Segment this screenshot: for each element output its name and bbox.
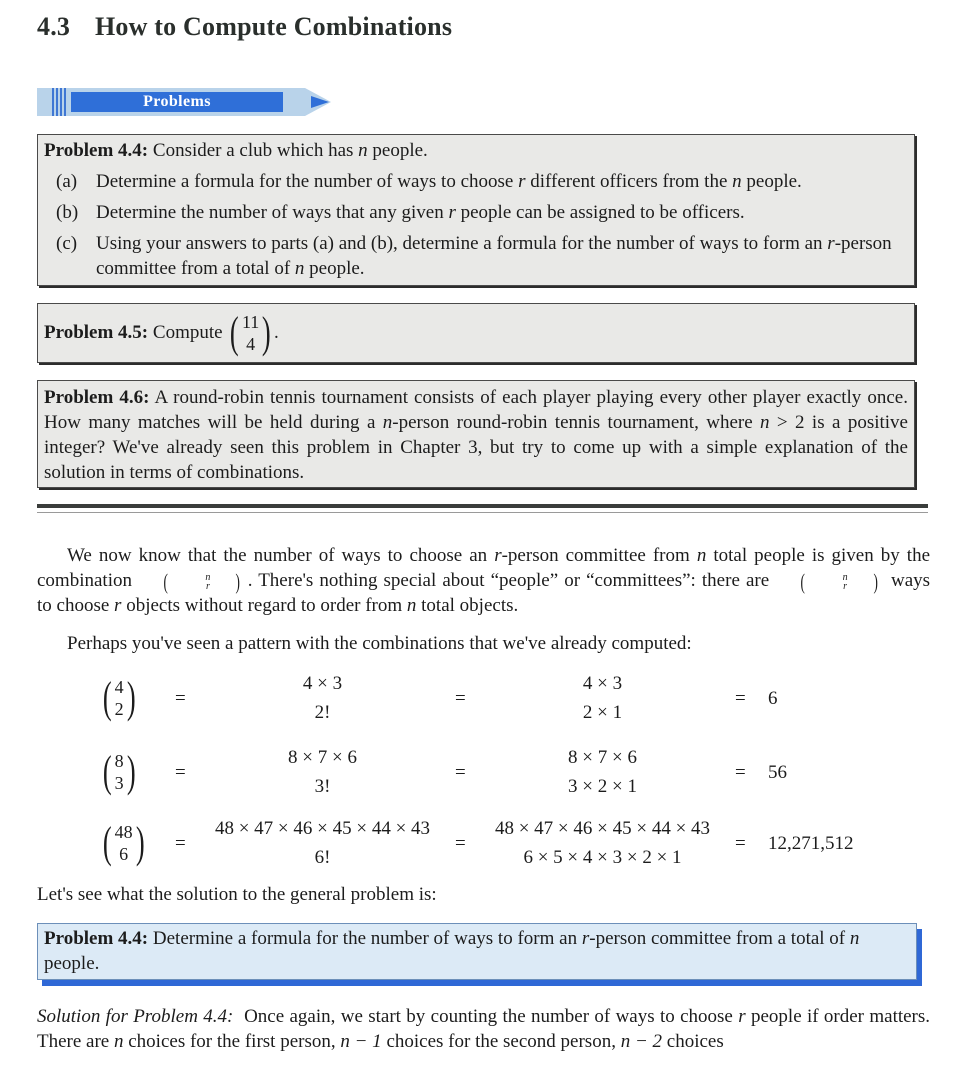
text: choices for the second person, — [386, 1031, 616, 1052]
denominator: 2! — [314, 701, 331, 723]
numerator: 4 × 3 — [302, 672, 343, 694]
problems-banner-label: Problems — [71, 92, 283, 112]
binom-bottom: r — [843, 580, 848, 592]
expr-n-minus-2: n − 2 — [620, 1031, 663, 1052]
numerator: 48 × 47 × 46 × 45 × 44 × 43 — [494, 817, 711, 839]
expr-n-minus-1: n − 1 — [340, 1031, 382, 1052]
part-text: Determine the number of ways that any given r people can be assigned to be officers. — [96, 202, 745, 223]
problem-intro-text: Consider a club which has n people. — [152, 140, 428, 161]
fraction-expanded — [480, 742, 725, 802]
binom-top: n — [205, 571, 211, 583]
var-r: r — [114, 595, 122, 616]
part-label: (c) — [56, 233, 78, 254]
equation-row — [100, 742, 820, 802]
binom-top: 11 — [241, 311, 260, 332]
numerator: 48 × 47 × 46 × 45 × 44 × 43 — [214, 817, 431, 839]
var-r: r — [738, 1006, 746, 1027]
equals-sign: = — [735, 687, 746, 709]
problem-box-4-6 — [37, 380, 915, 488]
binom-top: 48 — [114, 822, 133, 842]
part-text: Determine a formula for the number of ways to choose r different officers from the n people. — [96, 171, 802, 192]
fraction-factorial — [200, 813, 445, 873]
denominator: 3! — [314, 775, 331, 797]
numerator: 4 × 3 — [582, 672, 623, 694]
problem-id: Problem 4.4: — [44, 140, 149, 161]
equals-sign: = — [455, 761, 466, 783]
paragraph-general: Let's see what the solution to the general problem is: — [37, 884, 437, 905]
denominator: 2 × 1 — [582, 701, 623, 723]
equation-row — [100, 813, 854, 873]
equals-sign: = — [735, 832, 746, 854]
binom-bottom: 3 — [114, 773, 124, 793]
equals-sign: = — [175, 761, 186, 783]
problem-text: Compute — [152, 322, 223, 343]
binom-top: 4 — [114, 677, 124, 697]
denominator: 6! — [314, 846, 331, 868]
var-n: n — [696, 545, 707, 566]
text: -person committee from — [501, 545, 690, 566]
paragraph-combination-intro — [37, 543, 930, 618]
text: Once again, we start by counting the number of ways to choose — [244, 1006, 733, 1027]
problem-suffix: . — [273, 322, 279, 343]
text: objects without regard to order from — [126, 595, 403, 616]
var-r: r — [581, 928, 590, 949]
binom-bottom: r — [205, 580, 210, 592]
fraction-factorial — [200, 742, 445, 802]
equals-sign: = — [735, 761, 746, 783]
fraction-expanded — [480, 813, 725, 873]
text: -person committee from a total of — [589, 928, 846, 949]
binom-bottom: 2 — [114, 699, 124, 719]
section-divider-thin — [37, 512, 928, 513]
equals-sign: = — [175, 832, 186, 854]
section-title: How to Compute Combinations — [95, 12, 453, 41]
problem-part-a — [44, 169, 908, 194]
problem-part-c — [44, 231, 908, 281]
section-heading — [37, 14, 452, 39]
denominator: 3 × 2 × 1 — [568, 775, 637, 797]
text: We now know that the number of ways to choose an — [67, 545, 488, 566]
equals-sign: = — [175, 687, 186, 709]
binom-bottom: 4 — [246, 333, 256, 354]
var-n: n — [114, 1031, 124, 1052]
var-n: n — [849, 928, 860, 949]
binomial-11-4: ( 11 4 ) — [230, 307, 272, 357]
section-number: 4.3 — [37, 12, 71, 41]
equals-sign: = — [455, 687, 466, 709]
text: total people is given by the combination — [37, 545, 930, 591]
part-label: (b) — [56, 202, 79, 223]
solution-label: Solution for Problem 4.4: — [37, 1006, 234, 1027]
problem-box-4-4 — [37, 134, 915, 286]
numerator: 8 × 7 × 6 — [288, 746, 357, 768]
fraction-factorial — [200, 668, 445, 728]
text: choices for the first person, — [128, 1031, 336, 1052]
binom-top: n — [842, 571, 848, 583]
restated-problem-box — [37, 923, 917, 980]
text: . There's nothing special about “people” or “committees”: there are — [247, 570, 770, 591]
binomial-n-r: ( n r ) — [800, 568, 878, 594]
pencil-ferrule-icon — [50, 88, 68, 116]
text: people if order matters. There are — [37, 1006, 931, 1052]
equation-result: 56 — [768, 761, 787, 783]
var-n: n — [406, 595, 417, 616]
problems-banner — [37, 86, 332, 118]
paragraph-pattern: Perhaps you've seen a pattern with the combinations that we've already computed: — [67, 633, 692, 654]
section-divider-thick — [37, 504, 928, 508]
problem-part-b — [44, 200, 908, 225]
problem-text: A round-robin tennis tournament consists of each player playing every other player exactly once. How many matches will be held during a n-person round-robin tennis tournament, where n > 2 is a positive integer? We've already seen this problem in Chapter 3, but try to come up with a simple explanation of the solution in terms of combinations. — [44, 387, 908, 483]
equation-result: 6 — [768, 687, 778, 709]
problem-intro — [44, 138, 908, 163]
binom-bottom: 6 — [119, 844, 129, 864]
part-text: Using your answers to parts (a) and (b), determine a formula for the number of ways to form an r-person committee from a total of n people. — [96, 233, 892, 279]
text: Determine a formula for the number of ways to form an — [152, 928, 578, 949]
binomial: ( 48 6 ) — [102, 818, 145, 867]
fraction-expanded — [480, 668, 725, 728]
text: total objects. — [421, 595, 519, 616]
numerator: 8 × 7 × 6 — [568, 746, 637, 768]
binom-top: 8 — [114, 751, 124, 771]
denominator: 6 × 5 × 4 × 3 × 2 × 1 — [523, 846, 682, 868]
equation-row — [100, 668, 820, 728]
equation-result: 12,271,512 — [768, 832, 854, 854]
var-r: r — [494, 545, 502, 566]
binomial: ( 4 2 ) — [102, 673, 136, 722]
text: choices — [666, 1031, 724, 1052]
binomial-n-r: ( n r ) — [163, 568, 241, 594]
text: ways to choose — [37, 570, 931, 616]
text: people. — [44, 953, 100, 974]
problem-box-4-5 — [37, 303, 915, 363]
equals-sign: = — [455, 832, 466, 854]
pencil-lead-icon — [311, 96, 329, 108]
problem-id: Problem 4.6: — [44, 387, 150, 408]
solution-paragraph — [37, 1004, 930, 1054]
problem-id: Problem 4.5: — [44, 322, 149, 343]
binomial: ( 8 3 ) — [102, 747, 136, 796]
problem-id: Problem 4.4: — [44, 928, 149, 949]
part-label: (a) — [56, 171, 78, 192]
